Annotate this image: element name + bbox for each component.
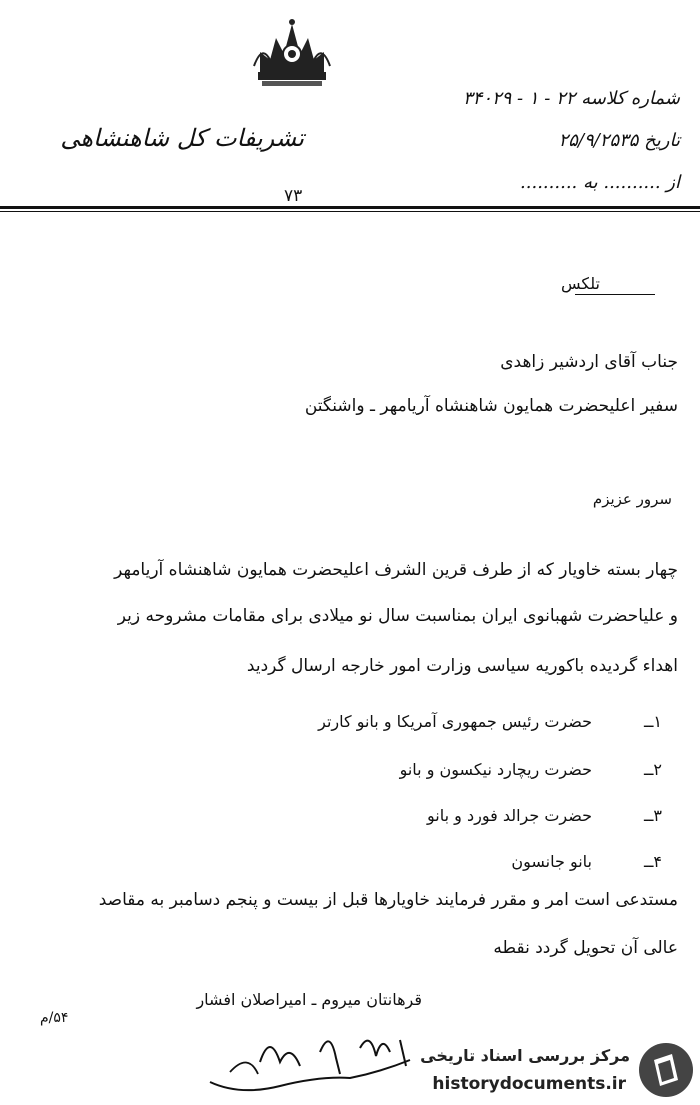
list-item	[511, 852, 662, 871]
salutation: سرور عزیزم	[592, 490, 672, 508]
addressee-name: جناب آقای اردشیر زاهدی	[500, 352, 678, 372]
list-item-number: ۱ــ	[644, 712, 662, 731]
list-item	[400, 760, 662, 779]
file-mark: ۵۴/م	[40, 1010, 69, 1026]
closing-line: عالی آن تحویل گردد نقطه	[493, 938, 678, 958]
closing-line: مستدعی است امر و مقرر فرمایند خاویارها قبل از بیست و پنجم دسامبر به مقاصد	[98, 890, 678, 910]
paragraph-line: چهار بسته خاویار که از طرف قرین الشرف اعلیحضرت همایون شاهنشاه آریامهر	[114, 560, 678, 580]
handwritten-signature	[200, 1022, 440, 1102]
list-item-text: بانو جانسون	[511, 852, 592, 871]
from-field: از .......... به ..........	[520, 172, 680, 193]
archive-title: مرکز بررسی اسناد تاریخی	[420, 1046, 630, 1065]
list-item	[318, 712, 662, 731]
list-item-number: ۲ــ	[644, 760, 662, 779]
royal-crown-emblem	[252, 14, 332, 94]
addressee-title: سفیر اعلیحضرت همایون شاهنشاه آریامهر ـ واشنگتن	[304, 396, 678, 416]
telex-underline	[575, 294, 655, 295]
list-item-text: حضرت ریچارد نیکسون و بانو	[399, 760, 592, 779]
list-item-text: حضرت جرالد فورد و بانو	[427, 806, 592, 825]
list-item-number: ۳ــ	[644, 806, 662, 825]
header-divider-thin	[0, 211, 700, 212]
list-item	[427, 806, 662, 825]
archive-logo-icon	[636, 1040, 696, 1100]
header-divider	[0, 206, 700, 209]
list-item-number: ۴ــ	[644, 852, 662, 871]
signer-line: قرهانتان میروم ـ امیراصلان افشار	[196, 990, 422, 1009]
document-type-telex: تلکس	[561, 274, 600, 293]
list-item-text: حضرت رئیس جمهوری آمریکا و بانو کارتر	[318, 712, 592, 731]
reference-number: شماره کلاسه ۲۲ - ۱ - ۳۴۰۲۹	[462, 88, 680, 109]
folio-number: ۷۳	[284, 186, 303, 206]
office-name: تشریفات کل شاهنشاهی	[60, 124, 304, 152]
paragraph-line: و علیاحضرت شهبانوی ایران بمناسبت سال نو میلادی برای مقامات مشروحه زیر	[117, 606, 678, 626]
archive-url: historydocuments.ir	[432, 1074, 626, 1094]
document-date: تاریخ ۲۵/۹/۲۵۳۵	[558, 130, 680, 151]
paragraph-line: اهداء گردیده باکوریه سیاسی وزارت امور خارجه ارسال گردید	[246, 656, 678, 676]
